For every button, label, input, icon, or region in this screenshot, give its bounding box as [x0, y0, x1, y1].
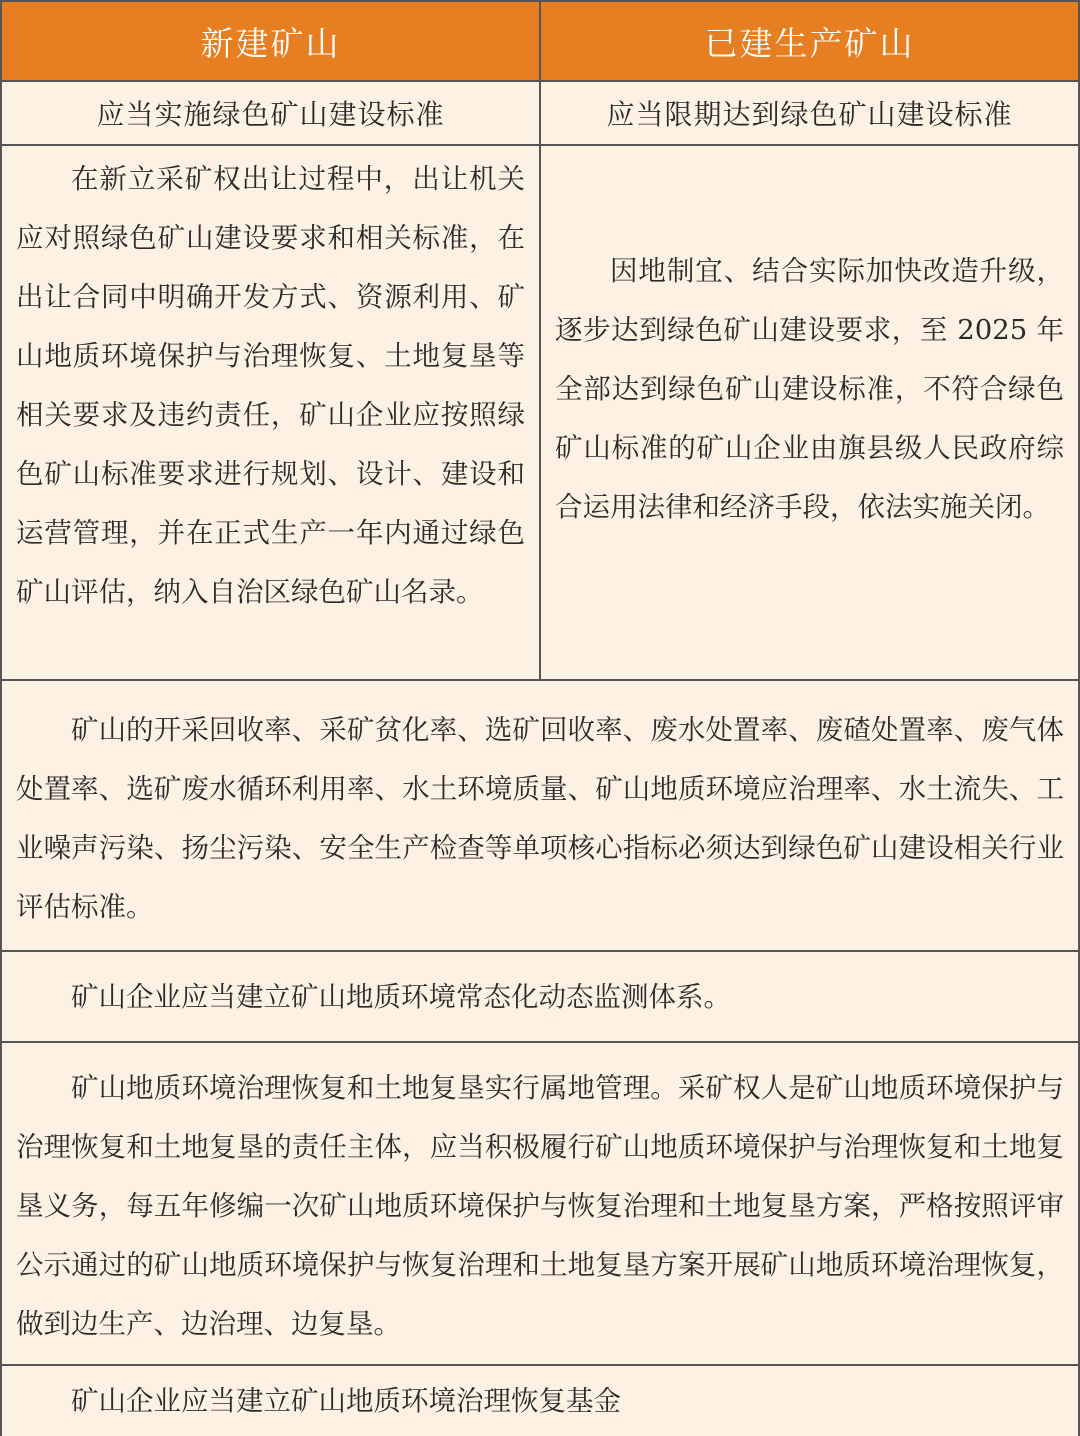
monitoring-cell: [2, 952, 1078, 1041]
indicators-row: [2, 681, 1078, 952]
indicators-cell: [2, 681, 1078, 950]
header-new-mines: 新建矿山: [2, 2, 541, 80]
restoration-row: [2, 1043, 1078, 1366]
detail-existing-mines-cell: [541, 146, 1078, 679]
detail-new-mines-text: 在新立采矿权出让过程中，出让机关应对照绿色矿山建设要求和相关标准，在出让合同中明确开发方式、资源利用、矿山地质环境保护与治理恢复、土地复垦等相关要求及违约责任，矿山企业应按照绿色矿山标准要求进行规划、设计、建设和运营管理，并在正式生产一年内通过绿色矿山评估，纳入自治区绿色矿山名录。: [16, 163, 525, 608]
detail-new-mines-cell: [2, 146, 541, 679]
restoration-text: 矿山地质环境治理恢复和土地复垦实行属地管理。采矿权人是矿山地质环境保护与治理恢复和土地复垦的责任主体，应当积极履行矿山地质环境保护与治理恢复和土地复垦义务，每五年修编一次矿山地质环境保护与恢复治理和土地复垦方案，严格按照评审公示通过的矿山地质环境保护与恢复治理和土地复垦方案开展矿山地质环境治理恢复，做到边生产、边治理、边复垦。: [16, 1072, 1064, 1340]
fund-cell: [2, 1366, 1078, 1436]
monitoring-row: [2, 952, 1078, 1043]
monitoring-text: 矿山企业应当建立矿山地质环境常态化动态监测体系。: [71, 980, 731, 1013]
subheader-existing-mines: 应当限期达到绿色矿山建设标准: [606, 98, 1013, 131]
indicators-text: 矿山的开采回收率、采矿贫化率、选矿回收率、废水处置率、废碴处置率、废气体处置率、选矿废水循环利用率、水土环境质量、矿山地质环境应治理率、水土流失、工业噪声污染、扬尘污染、安全生产检查等单项核心指标必须达到绿色矿山建设相关行业评估标准。: [16, 714, 1064, 923]
detail-existing-mines-text: 因地制宜、结合实际加快改造升级，逐步达到绿色矿山建设要求，至 2025 年全部达到绿色矿山建设标准，不符合绿色矿山标准的矿山企业由旗县级人民政府综合运用法律和经济手段，依法实施关闭。: [555, 255, 1064, 523]
fund-row: [2, 1366, 1078, 1436]
fund-text: 矿山企业应当建立矿山地质环境治理恢复基金: [71, 1385, 621, 1417]
subheader-new-mines: 应当实施绿色矿山建设标准: [2, 82, 541, 144]
header-existing-mines: 已建生产矿山: [704, 23, 915, 63]
restoration-cell: [2, 1043, 1078, 1364]
table-detail-row: [2, 146, 1078, 681]
table-subheader-row: [2, 82, 1078, 146]
table-header-row: [2, 2, 1078, 82]
